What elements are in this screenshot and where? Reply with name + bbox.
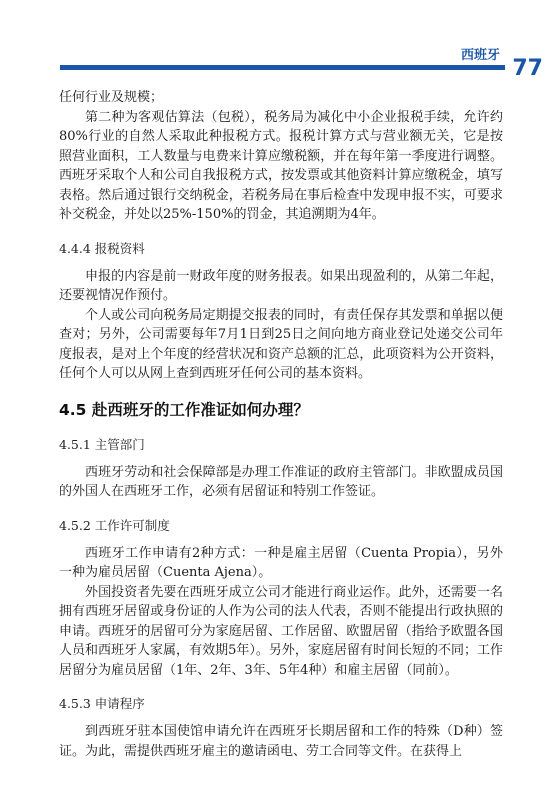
paragraph-record-keeping: 个人或公司向税务局定期提交报表的同时，有责任保存其发票和单据以便查对；另外，公司需要每年7月1日到25日之间向地方商业登记处递交公司年度报表，是对上个年度的经营状况和资产总额的汇总，此项资料为公开资料，任何个人可以从网上查到西班牙任何公司的基本资料。 xyxy=(59,307,503,381)
section-heading-4-5-1: 4.5.1 主管部门 xyxy=(59,436,145,452)
running-header-country: 西班牙 xyxy=(460,48,500,63)
paragraph-residence-types: 外国投资者先要在西班牙成立公司才能进行商业运作。此外，还需要一名拥有西班牙居留或身份证的人作为公司的法人代表，否则不能提出行政执照的申请。西班牙的居留可分为家庭居留、工作居留、欧盟居留（指给予欧盟各国人员和西班牙人家属，有效期5年）。另外，家庭居留有时间长短的不同；工作居留分为雇员居留（1年、2年、3年、5年4种）和雇主居留（同前）。 xyxy=(59,584,503,678)
paragraph-continuation: 任何行业及规模； xyxy=(59,90,164,105)
page-number: 77 xyxy=(512,56,543,81)
header-rule xyxy=(60,65,505,70)
paragraph-permit-types: 西班牙工作申请有2种方式：一种是雇主居留（Cuenta Propia），另外一种为雇员居留（Cuenta Ajena）。 xyxy=(59,545,503,580)
paragraph-estimation-method: 第二种为客观估算法（包税），税务局为减化中小企业报税手续，允许约80%行业的自然人采取此种报税方式。报税计算方式与营业额无关，它是按照营业面积，工人数量与电费来计算应缴税额，并在每年第一季度进行调整。西班牙采取个人和公司自我报税方式，按发票或其他资料计算应缴税金，填写表格。然后通过银行交纳税金，若税务局在事后检查中发现申报不实，可要求补交税金，并处以25%-150%的罚金，其追溯期为4年。 xyxy=(59,109,503,222)
paragraph-application-procedure: 到西班牙驻本国使馆申请允许在西班牙长期居留和工作的特殊（D种）签证。为此，需提供西班牙雇主的邀请函电、劳工合同等文件。在获得上 xyxy=(59,724,503,759)
paragraph-declaration-content: 申报的内容是前一财政年度的财务报表。如果出现盈利的，从第二年起，还要视情况作预付。 xyxy=(59,268,503,303)
page-body xyxy=(59,88,503,761)
paragraph-authority: 西班牙劳动和社会保障部是办理工作准证的政府主管部门。非欧盟成员国的外国人在西班牙工作，必须有居留证和特别工作签证。 xyxy=(59,464,503,499)
section-heading-4-4-4: 4.4.4 报税资料 xyxy=(59,240,145,256)
section-heading-4-5-2: 4.5.2 工作许可制度 xyxy=(59,517,170,533)
section-heading-4-5-3: 4.5.3 申请程序 xyxy=(59,696,145,711)
section-heading-4-5: 4.5 赴西班牙的工作准证如何办理？ xyxy=(59,400,309,419)
